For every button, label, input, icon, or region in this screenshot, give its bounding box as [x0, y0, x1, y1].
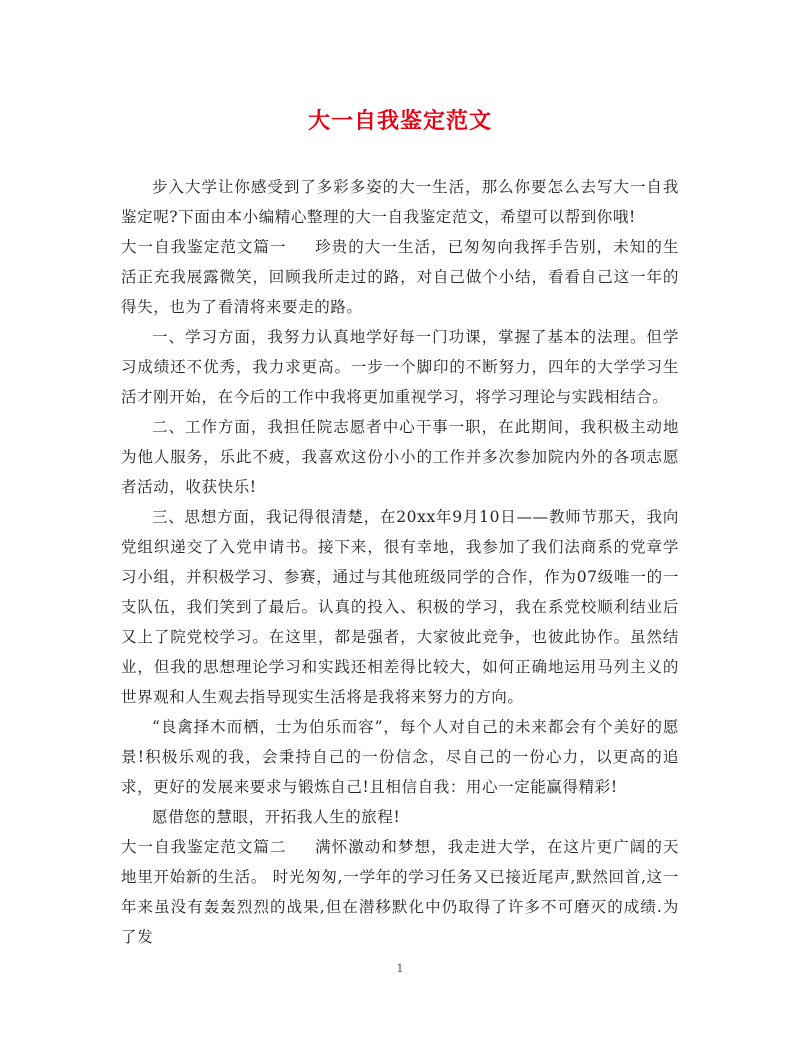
page-number: 1 — [396, 962, 404, 975]
document-title: 大一自我鉴定范文 — [307, 108, 492, 134]
intro-paragraph: 步入大学让你感受到了多彩多姿的大一生活，那么你要怎么去写大一自我鉴定呢?下面由本小编精心整理的大一自我鉴定范文，希望可以帮到你哦! — [121, 178, 679, 226]
section-two-paragraph — [121, 832, 679, 952]
section-two-opening: 满怀激动和梦想，我走进大学，在这片更广阔的天地里开始新的生活。 时光匆匆,一学年的学习任务又已接近尾声,默然回首,这一年来虽没有轰轰烈烈的战果,但在潜移默化中仍取得了许多不可磨灭的成绩.为了发 — [121, 838, 679, 946]
work-paragraph: 二、工作方面，我担任院志愿者中心干事一职，在此期间，我积极主动地为他人服务，乐此不疲，我喜欢这份小小的工作并多次参加院内外的各项志愿者活动，收获快乐! — [121, 418, 679, 496]
wish-paragraph: 愿借您的慧眼，开拓我人生的旅程! — [152, 808, 401, 826]
study-paragraph: 一、学习方面，我努力认真地学好每一门功课，掌握了基本的法理。但学习成绩还不优秀，我力求更高。一步一个脚印的不断努力，四年的大学学习生活才刚开始，在今后的工作中我将更加重视学习，将学习理论与实践相结合。 — [121, 328, 679, 406]
section-one-paragraph — [121, 232, 679, 322]
document-body — [121, 172, 679, 952]
section-one-opening: 珍贵的大一生活，已匆匆向我挥手告别，未知的生活正充我展露微笑，回顾我所走过的路，对自己做个小结，看看自己这一年的得失，也为了看清将来要走的路。 — [121, 238, 679, 316]
quote-paragraph: “良禽择木而栖，士为伯乐而容”，每个人对自己的未来都会有个美好的愿景!积极乐观的我，会秉持自己的一份信念，尽自己的一份心力，以更高的追求，更好的发展来要求与锻炼自己!且相信自我：用心一定能赢得精彩! — [121, 718, 679, 796]
section-one-heading: 大一自我鉴定范文篇一 — [121, 238, 287, 256]
thought-paragraph: 三、思想方面，我记得很清楚，在20xx年9月10日——教师节那天，我向党组织递交了入党申请书。接下来，很有幸地，我参加了我们法商系的党章学习小组，并积极学习、参赛，通过与其他班级同学的合作，作为07级唯一的一支队伍，我们笑到了最后。认真的投入、积极的学习，我在系党校顺利结业后又上了院党校学习。在这里，都是强者，大家彼此竞争，也彼此协作。虽然结业，但我的思想理论学习和实践还相差得比较大，如何正确地运用马列主义的世界观和人生观去指导现实生活将是我将来努力的方向。 — [121, 508, 679, 706]
section-two-heading: 大一自我鉴定范文篇二 — [121, 838, 287, 856]
